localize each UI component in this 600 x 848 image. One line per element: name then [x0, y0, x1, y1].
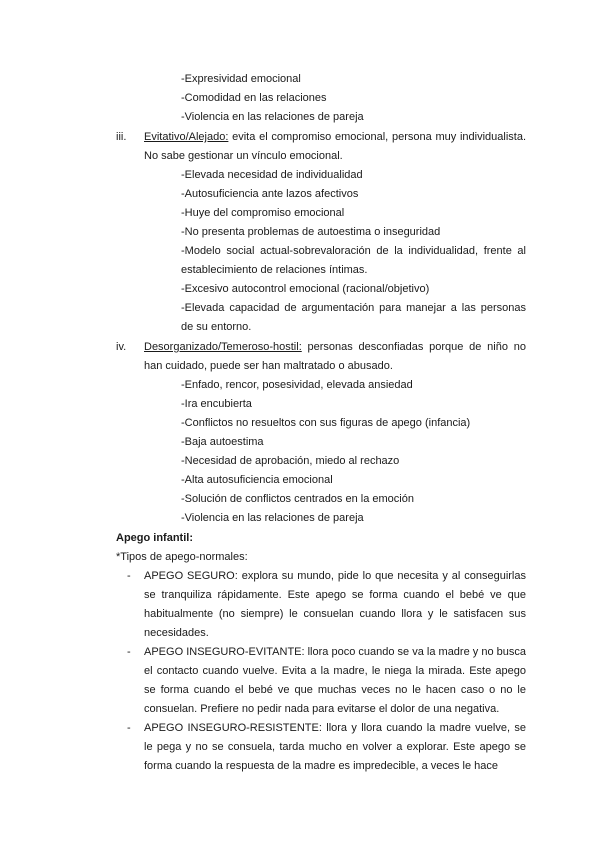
- list-item: -Necesidad de aprobación, miedo al rechazo: [181, 455, 400, 467]
- list-item: -Baja autoestima: [181, 436, 264, 448]
- section-heading: Apego infantil:: [116, 532, 193, 544]
- bullet-paragraph: APEGO SEGURO: explora su mundo, pide lo que necesita y al conseguirlas se tranquiliza rápidamente. Este apego se forma cuando el bebé ve que habitualmente (no siempre) le consuelan cuando llora y le satisfacen sus necesidades.: [144, 570, 526, 639]
- list-item: -Huye del compromiso emocional: [181, 207, 345, 219]
- list-item: -Violencia en las relaciones de pareja: [181, 512, 364, 524]
- list-item: -Conflictos no resueltos con sus figuras de apego (infancia): [181, 417, 471, 429]
- list-item: -Alta autosuficiencia emocional: [181, 474, 333, 486]
- section-title: Evitativo/Alejado:: [144, 131, 229, 143]
- list-item: -Elevada capacidad de argumentación para manejar a las personas de su entorno.: [181, 302, 526, 333]
- bullet-dash: -: [127, 722, 131, 734]
- bullet-dash: -: [127, 646, 131, 658]
- list-item: -Enfado, rencor, posesividad, elevada ansiedad: [181, 379, 413, 391]
- bullet-dash: -: [127, 570, 131, 582]
- section-title: Desorganizado/Temeroso-hostil:: [144, 341, 302, 353]
- list-item: -Expresividad emocional: [181, 73, 301, 85]
- list-item: -Elevada necesidad de individualidad: [181, 169, 363, 181]
- list-item: -Excesivo autocontrol emocional (racional/objetivo): [181, 283, 430, 295]
- section-paragraph: [144, 338, 526, 376]
- list-item: -No presenta problemas de autoestima o inseguridad: [181, 226, 441, 238]
- roman-numeral: iv.: [116, 341, 127, 353]
- roman-numeral: iii.: [116, 131, 127, 143]
- bullet-paragraph: APEGO INSEGURO-EVITANTE: llora poco cuando se va la madre y no busca el contacto cuando vuelve. Evita a la madre, le niega la mirada. Este apego se forma cuando el bebé ve que muchas veces no le hacen caso o no le consuelan. Prefiere no pedir nada para evitarse el dolor de una negativa.: [144, 646, 526, 715]
- list-item: -Autosuficiencia ante lazos afectivos: [181, 188, 359, 200]
- section-text: personas desconfiadas porque de niño no han cuidado, puede ser han maltratado o abusado.: [144, 341, 526, 372]
- list-item: -Solución de conflictos centrados en la emoción: [181, 493, 414, 505]
- list-item: -Modelo social actual-sobrevaloración de la individualidad, frente al establecimiento de relaciones íntimas.: [181, 245, 526, 276]
- bullet-paragraph: APEGO INSEGURO-RESISTENTE: llora y llora cuando la madre vuelve, se le pega y no se consuela, tarda mucho en volver a explorar. Este apego se forma cuando la respuesta de la madre es impredecible, a veces le hace: [144, 722, 526, 772]
- section-paragraph: [144, 128, 526, 166]
- list-item: -Comodidad en las relaciones: [181, 92, 327, 104]
- subheading: *Tipos de apego-normales:: [116, 551, 248, 563]
- list-item: -Ira encubierta: [181, 398, 252, 410]
- list-item: -Violencia en las relaciones de pareja: [181, 111, 364, 123]
- section-text: evita el compromiso emocional, persona muy individualista. No sabe gestionar un vínculo emocional.: [144, 131, 526, 162]
